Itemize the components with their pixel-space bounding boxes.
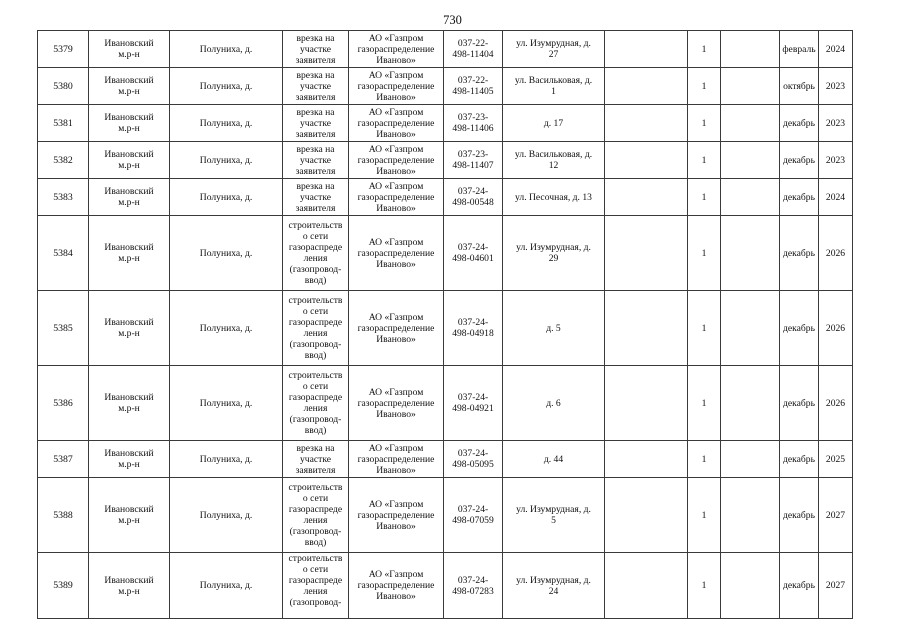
quantity-cell: 1 [688, 553, 721, 619]
organization-cell [349, 366, 444, 441]
application-code-text: 037-24- 498-04601 [452, 242, 494, 264]
address-cell [503, 366, 605, 441]
row-number: 5383 [38, 179, 89, 216]
application-code-cell [444, 478, 503, 553]
table-row [38, 366, 853, 441]
work-type-text: врезка на участке заявителя [295, 442, 336, 476]
row-number: 5384 [38, 216, 89, 291]
work-type-text: врезка на участке заявителя [295, 32, 336, 66]
organization-cell [349, 105, 444, 142]
address-cell [503, 31, 605, 68]
settlement-cell: Полуниха, д. [170, 478, 283, 553]
work-type-cell [283, 366, 349, 441]
quantity-cell: 1 [688, 441, 721, 478]
month-cell: февраль [780, 31, 819, 68]
organization-text: АО «Газпром газораспределение Иваново» [357, 569, 435, 602]
work-type-cell [283, 179, 349, 216]
district-cell [89, 553, 170, 619]
application-code-cell [444, 105, 503, 142]
address-text: ул. Изумрудная, д. 5 [516, 504, 591, 526]
year-cell: 2023 [819, 68, 853, 105]
month-cell: декабрь [780, 366, 819, 441]
organization-cell [349, 291, 444, 366]
work-type-cell [283, 478, 349, 553]
year-cell: 2026 [819, 366, 853, 441]
table-row [38, 291, 853, 366]
district-cell [89, 441, 170, 478]
quantity-cell: 1 [688, 31, 721, 68]
empty-cell [721, 179, 780, 216]
empty-cell [721, 291, 780, 366]
year-cell: 2023 [819, 142, 853, 179]
district-cell [89, 478, 170, 553]
application-code-cell [444, 553, 503, 619]
year-cell: 2025 [819, 441, 853, 478]
empty-cell [721, 553, 780, 619]
row-number: 5388 [38, 478, 89, 553]
application-code-cell [444, 366, 503, 441]
table-row [38, 142, 853, 179]
work-type-text: врезка на участке заявителя [295, 106, 336, 140]
year-cell: 2026 [819, 291, 853, 366]
quantity-cell: 1 [688, 179, 721, 216]
empty-cell [721, 142, 780, 179]
address-cell [503, 142, 605, 179]
district-text: Ивановский м.р-н [104, 317, 154, 339]
work-type-text: строительств о сети газораспреде ления (газопровод- ввод) [288, 220, 343, 286]
work-type-cell [283, 553, 349, 619]
district-text: Ивановский м.р-н [104, 38, 154, 60]
empty-cell [605, 366, 688, 441]
application-code-text: 037-24- 498-07283 [452, 574, 494, 597]
month-cell: декабрь [780, 216, 819, 291]
district-cell [89, 291, 170, 366]
year-cell: 2027 [819, 478, 853, 553]
year-cell: 2023 [819, 105, 853, 142]
work-type-cell [283, 441, 349, 478]
district-text: Ивановский м.р-н [104, 112, 154, 134]
settlement-cell: Полуниха, д. [170, 68, 283, 105]
district-text: Ивановский м.р-н [104, 392, 154, 414]
application-code-text: 037-24- 498-07059 [452, 504, 494, 526]
empty-cell [605, 291, 688, 366]
address-cell [503, 216, 605, 291]
organization-text: АО «Газпром газораспределение Иваново» [357, 442, 435, 476]
table-row [38, 31, 853, 68]
row-number: 5386 [38, 366, 89, 441]
district-cell [89, 31, 170, 68]
organization-text: АО «Газпром газораспределение Иваново» [357, 69, 435, 103]
row-number: 5381 [38, 105, 89, 142]
work-type-cell [283, 142, 349, 179]
district-text: Ивановский м.р-н [104, 242, 154, 264]
empty-cell [605, 553, 688, 619]
month-cell: декабрь [780, 291, 819, 366]
application-code-cell [444, 142, 503, 179]
district-text: Ивановский м.р-н [104, 186, 154, 208]
settlement-cell: Полуниха, д. [170, 291, 283, 366]
district-text: Ивановский м.р-н [104, 448, 154, 470]
row-number: 5389 [38, 553, 89, 619]
empty-cell [721, 478, 780, 553]
empty-cell [605, 179, 688, 216]
application-code-cell [444, 31, 503, 68]
application-code-cell [444, 291, 503, 366]
organization-text: АО «Газпром газораспределение Иваново» [357, 236, 435, 270]
empty-cell [605, 68, 688, 105]
application-code-text: 037-22- 498-11405 [452, 75, 494, 97]
table-row [38, 553, 853, 619]
address-cell [503, 553, 605, 619]
organization-text: АО «Газпром газораспределение Иваново» [357, 32, 435, 66]
row-number: 5387 [38, 441, 89, 478]
table-row [38, 105, 853, 142]
address-text: ул. Изумрудная, д. 24 [516, 574, 591, 597]
empty-cell [605, 216, 688, 291]
district-text: Ивановский м.р-н [104, 504, 154, 526]
organization-text: АО «Газпром газораспределение Иваново» [357, 106, 435, 140]
empty-cell [721, 441, 780, 478]
application-code-text: 037-23- 498-11407 [452, 149, 494, 171]
month-cell: декабрь [780, 553, 819, 619]
month-cell: декабрь [780, 105, 819, 142]
application-code-cell [444, 216, 503, 291]
settlement-cell: Полуниха, д. [170, 105, 283, 142]
district-cell [89, 366, 170, 441]
month-cell: декабрь [780, 478, 819, 553]
row-number: 5380 [38, 68, 89, 105]
district-text: Ивановский м.р-н [104, 75, 154, 97]
address-text: д. 44 [543, 453, 564, 465]
address-text: ул. Васильковая, д. 12 [514, 149, 593, 171]
table-row [38, 216, 853, 291]
settlement-cell: Полуниха, д. [170, 31, 283, 68]
empty-cell [605, 142, 688, 179]
work-type-cell [283, 68, 349, 105]
quantity-cell: 1 [688, 68, 721, 105]
organization-text: АО «Газпром газораспределение Иваново» [357, 498, 435, 532]
work-type-text: строительств о сети газораспреде ления (газопровод- ввод) [288, 370, 343, 436]
settlement-cell: Полуниха, д. [170, 553, 283, 619]
district-cell [89, 179, 170, 216]
organization-text: АО «Газпром газораспределение Иваново» [357, 180, 435, 214]
table-row [38, 478, 853, 553]
address-cell [503, 105, 605, 142]
address-cell [503, 68, 605, 105]
gasification-registry-table [37, 30, 853, 619]
application-code-text: 037-24- 498-04921 [452, 392, 494, 414]
address-text: ул. Васильковая, д. 1 [514, 75, 593, 97]
organization-cell [349, 441, 444, 478]
empty-cell [721, 216, 780, 291]
empty-cell [721, 68, 780, 105]
district-text: Ивановский м.р-н [104, 149, 154, 171]
quantity-cell: 1 [688, 366, 721, 441]
address-cell [503, 179, 605, 216]
empty-cell [605, 31, 688, 68]
address-cell [503, 441, 605, 478]
work-type-text: строительств о сети газораспреде ления (газопровод- ввод) [288, 482, 343, 548]
address-text: ул. Изумрудная, д. 27 [516, 38, 591, 60]
application-code-text: 037-22- 498-11404 [452, 38, 494, 60]
organization-text: АО «Газпром газораспределение Иваново» [357, 143, 435, 177]
organization-cell [349, 179, 444, 216]
organization-cell [349, 68, 444, 105]
work-type-text: строительств о сети газораспреде ления (газопровод- [288, 553, 343, 608]
organization-cell [349, 31, 444, 68]
month-cell: декабрь [780, 179, 819, 216]
settlement-cell: Полуниха, д. [170, 179, 283, 216]
address-text: ул. Песочная, д. 13 [515, 191, 592, 203]
year-cell: 2026 [819, 216, 853, 291]
settlement-cell: Полуниха, д. [170, 142, 283, 179]
address-text: д. 5 [546, 322, 561, 334]
district-cell [89, 105, 170, 142]
table-row [38, 441, 853, 478]
work-type-text: врезка на участке заявителя [295, 180, 336, 214]
application-code-text: 037-24- 498-00548 [452, 186, 494, 208]
work-type-text: строительств о сети газораспреде ления (газопровод- ввод) [288, 295, 343, 361]
address-text: ул. Изумрудная, д. 29 [516, 242, 591, 264]
settlement-cell: Полуниха, д. [170, 366, 283, 441]
organization-cell [349, 478, 444, 553]
application-code-text: 037-24- 498-04918 [452, 317, 494, 339]
application-code-cell [444, 179, 503, 216]
work-type-text: врезка на участке заявителя [295, 143, 336, 177]
address-cell [503, 478, 605, 553]
empty-cell [605, 441, 688, 478]
address-text: д. 17 [543, 117, 564, 129]
quantity-cell: 1 [688, 216, 721, 291]
month-cell: декабрь [780, 142, 819, 179]
organization-cell [349, 216, 444, 291]
year-cell: 2024 [819, 179, 853, 216]
quantity-cell: 1 [688, 478, 721, 553]
month-cell: октябрь [780, 68, 819, 105]
district-cell [89, 216, 170, 291]
row-number: 5379 [38, 31, 89, 68]
row-number: 5385 [38, 291, 89, 366]
district-cell [89, 142, 170, 179]
address-cell [503, 291, 605, 366]
empty-cell [721, 366, 780, 441]
settlement-cell: Полуниха, д. [170, 216, 283, 291]
year-cell: 2024 [819, 31, 853, 68]
work-type-text: врезка на участке заявителя [295, 69, 336, 103]
empty-cell [605, 478, 688, 553]
settlement-cell: Полуниха, д. [170, 441, 283, 478]
address-text: д. 6 [546, 397, 561, 409]
month-cell: декабрь [780, 441, 819, 478]
quantity-cell: 1 [688, 142, 721, 179]
organization-cell [349, 142, 444, 179]
work-type-cell [283, 31, 349, 68]
organization-text: АО «Газпром газораспределение Иваново» [357, 386, 435, 420]
district-text: Ивановский м.р-н [104, 574, 154, 597]
application-code-cell [444, 441, 503, 478]
work-type-cell [283, 216, 349, 291]
empty-cell [605, 105, 688, 142]
row-number: 5382 [38, 142, 89, 179]
quantity-cell: 1 [688, 291, 721, 366]
application-code-cell [444, 68, 503, 105]
organization-cell [349, 553, 444, 619]
district-cell [89, 68, 170, 105]
application-code-text: 037-23- 498-11406 [452, 112, 494, 134]
work-type-cell [283, 105, 349, 142]
quantity-cell: 1 [688, 105, 721, 142]
table-row [38, 179, 853, 216]
empty-cell [721, 105, 780, 142]
organization-text: АО «Газпром газораспределение Иваново» [357, 311, 435, 345]
page-number: 730 [443, 13, 462, 27]
year-cell: 2027 [819, 553, 853, 619]
application-code-text: 037-24- 498-05095 [452, 448, 494, 470]
empty-cell [721, 31, 780, 68]
table-row [38, 68, 853, 105]
work-type-cell [283, 291, 349, 366]
